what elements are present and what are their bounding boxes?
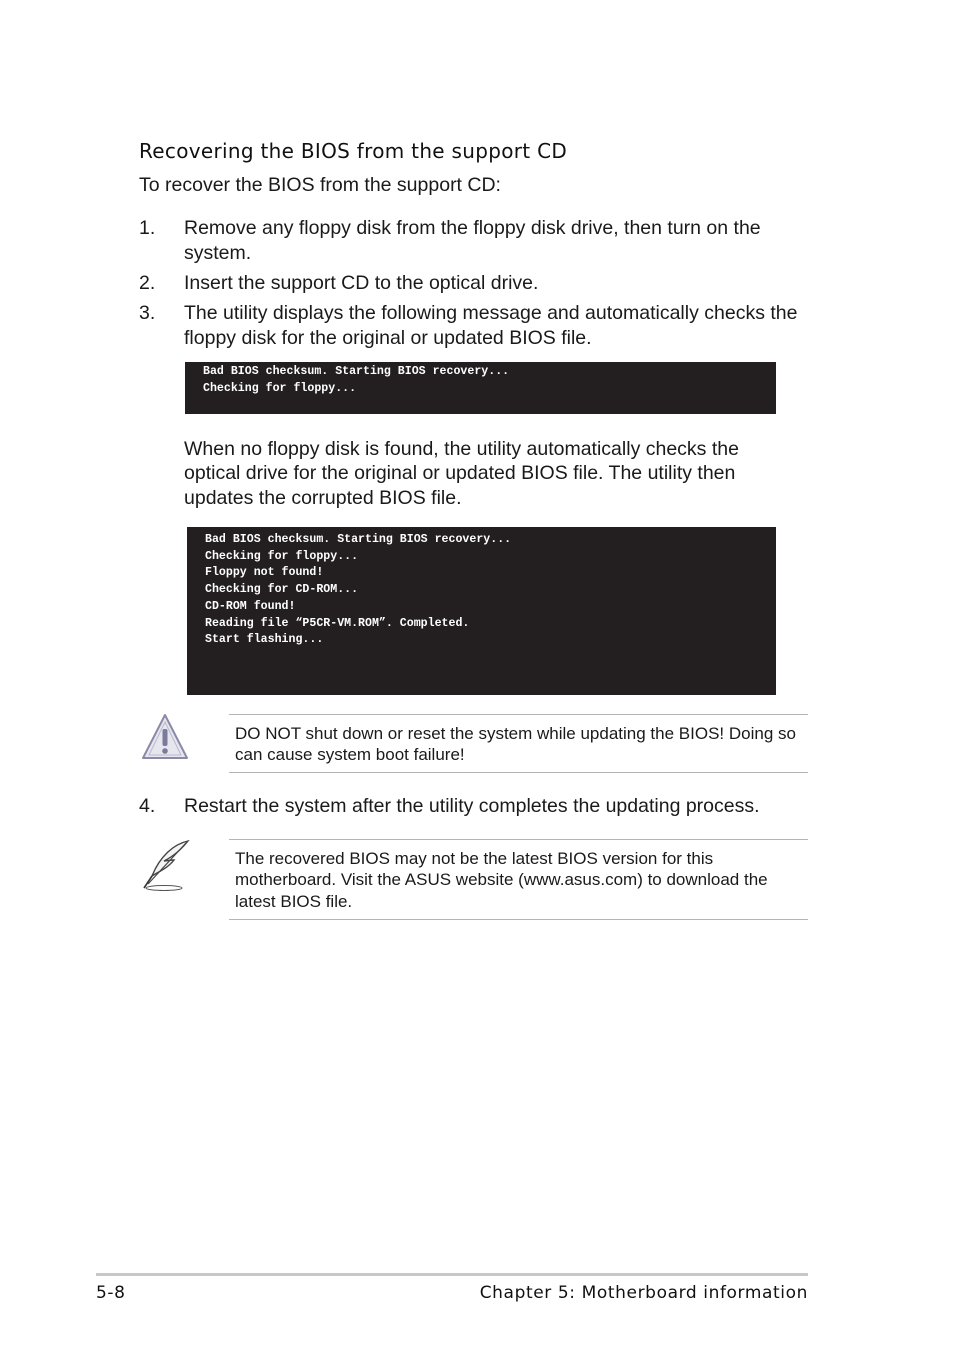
step-3 [139,301,799,350]
step-number: 2. [139,272,156,294]
body-paragraph: When no floppy disk is found, the utility automatically checks the optical drive for the original or updated BIOS file. The utility then updates the corrupted BIOS file. [184,438,739,509]
terminal-line: Bad BIOS checksum. Starting BIOS recovery... [205,533,512,546]
terminal-line: Bad BIOS checksum. Starting BIOS recovery... [203,365,510,378]
note-box [229,839,808,920]
terminal-line: Checking for floppy... [203,381,357,395]
feather-pen-icon [138,838,194,897]
warning-notice [229,714,808,773]
terminal-output-floppy-check [185,362,776,414]
warning-text: DO NOT shut down or reset the system while updating the BIOS! Doing so can cause system boot failure! [235,724,796,765]
warning-triangle-icon [140,713,190,766]
step-number: 3. [139,302,156,324]
chapter-title: Chapter 5: Motherboard information [479,1283,808,1303]
footer-rule [96,1273,808,1276]
step-number: 4. [139,795,156,817]
step-number: 1. [139,217,156,239]
section-heading: Recovering the BIOS from the support CD [139,139,568,163]
step-1 [139,216,799,265]
terminal-line: Floppy not found! [205,566,324,580]
terminal-output-cd-recovery [187,527,776,695]
terminal-line: CD-ROM found! [205,599,296,613]
step-text: Insert the support CD to the optical drive. [184,272,539,294]
terminal-line: Reading file “P5CR-VM.ROM”. Completed. [205,616,470,630]
step-2 [139,271,799,296]
note-text: The recovered BIOS may not be the latest BIOS version for this motherboard. Visit the ASUS website (www.asus.com) to download the latest BIOS file. [235,849,768,911]
terminal-line: Checking for floppy... [205,549,359,563]
intro-text: To recover the BIOS from the support CD: [139,174,501,196]
terminal-line: Start flashing... [205,633,324,647]
step-text: Restart the system after the utility completes the updating process. [184,795,760,817]
step-text: The utility displays the following message and automatically checks the floppy disk for the original or updated BIOS file. [184,302,798,349]
step-4 [139,794,799,819]
step-text: Remove any floppy disk from the floppy disk drive, then turn on the system. [184,217,761,264]
page-number: 5-8 [96,1283,126,1303]
terminal-line: Checking for CD-ROM... [205,583,359,597]
